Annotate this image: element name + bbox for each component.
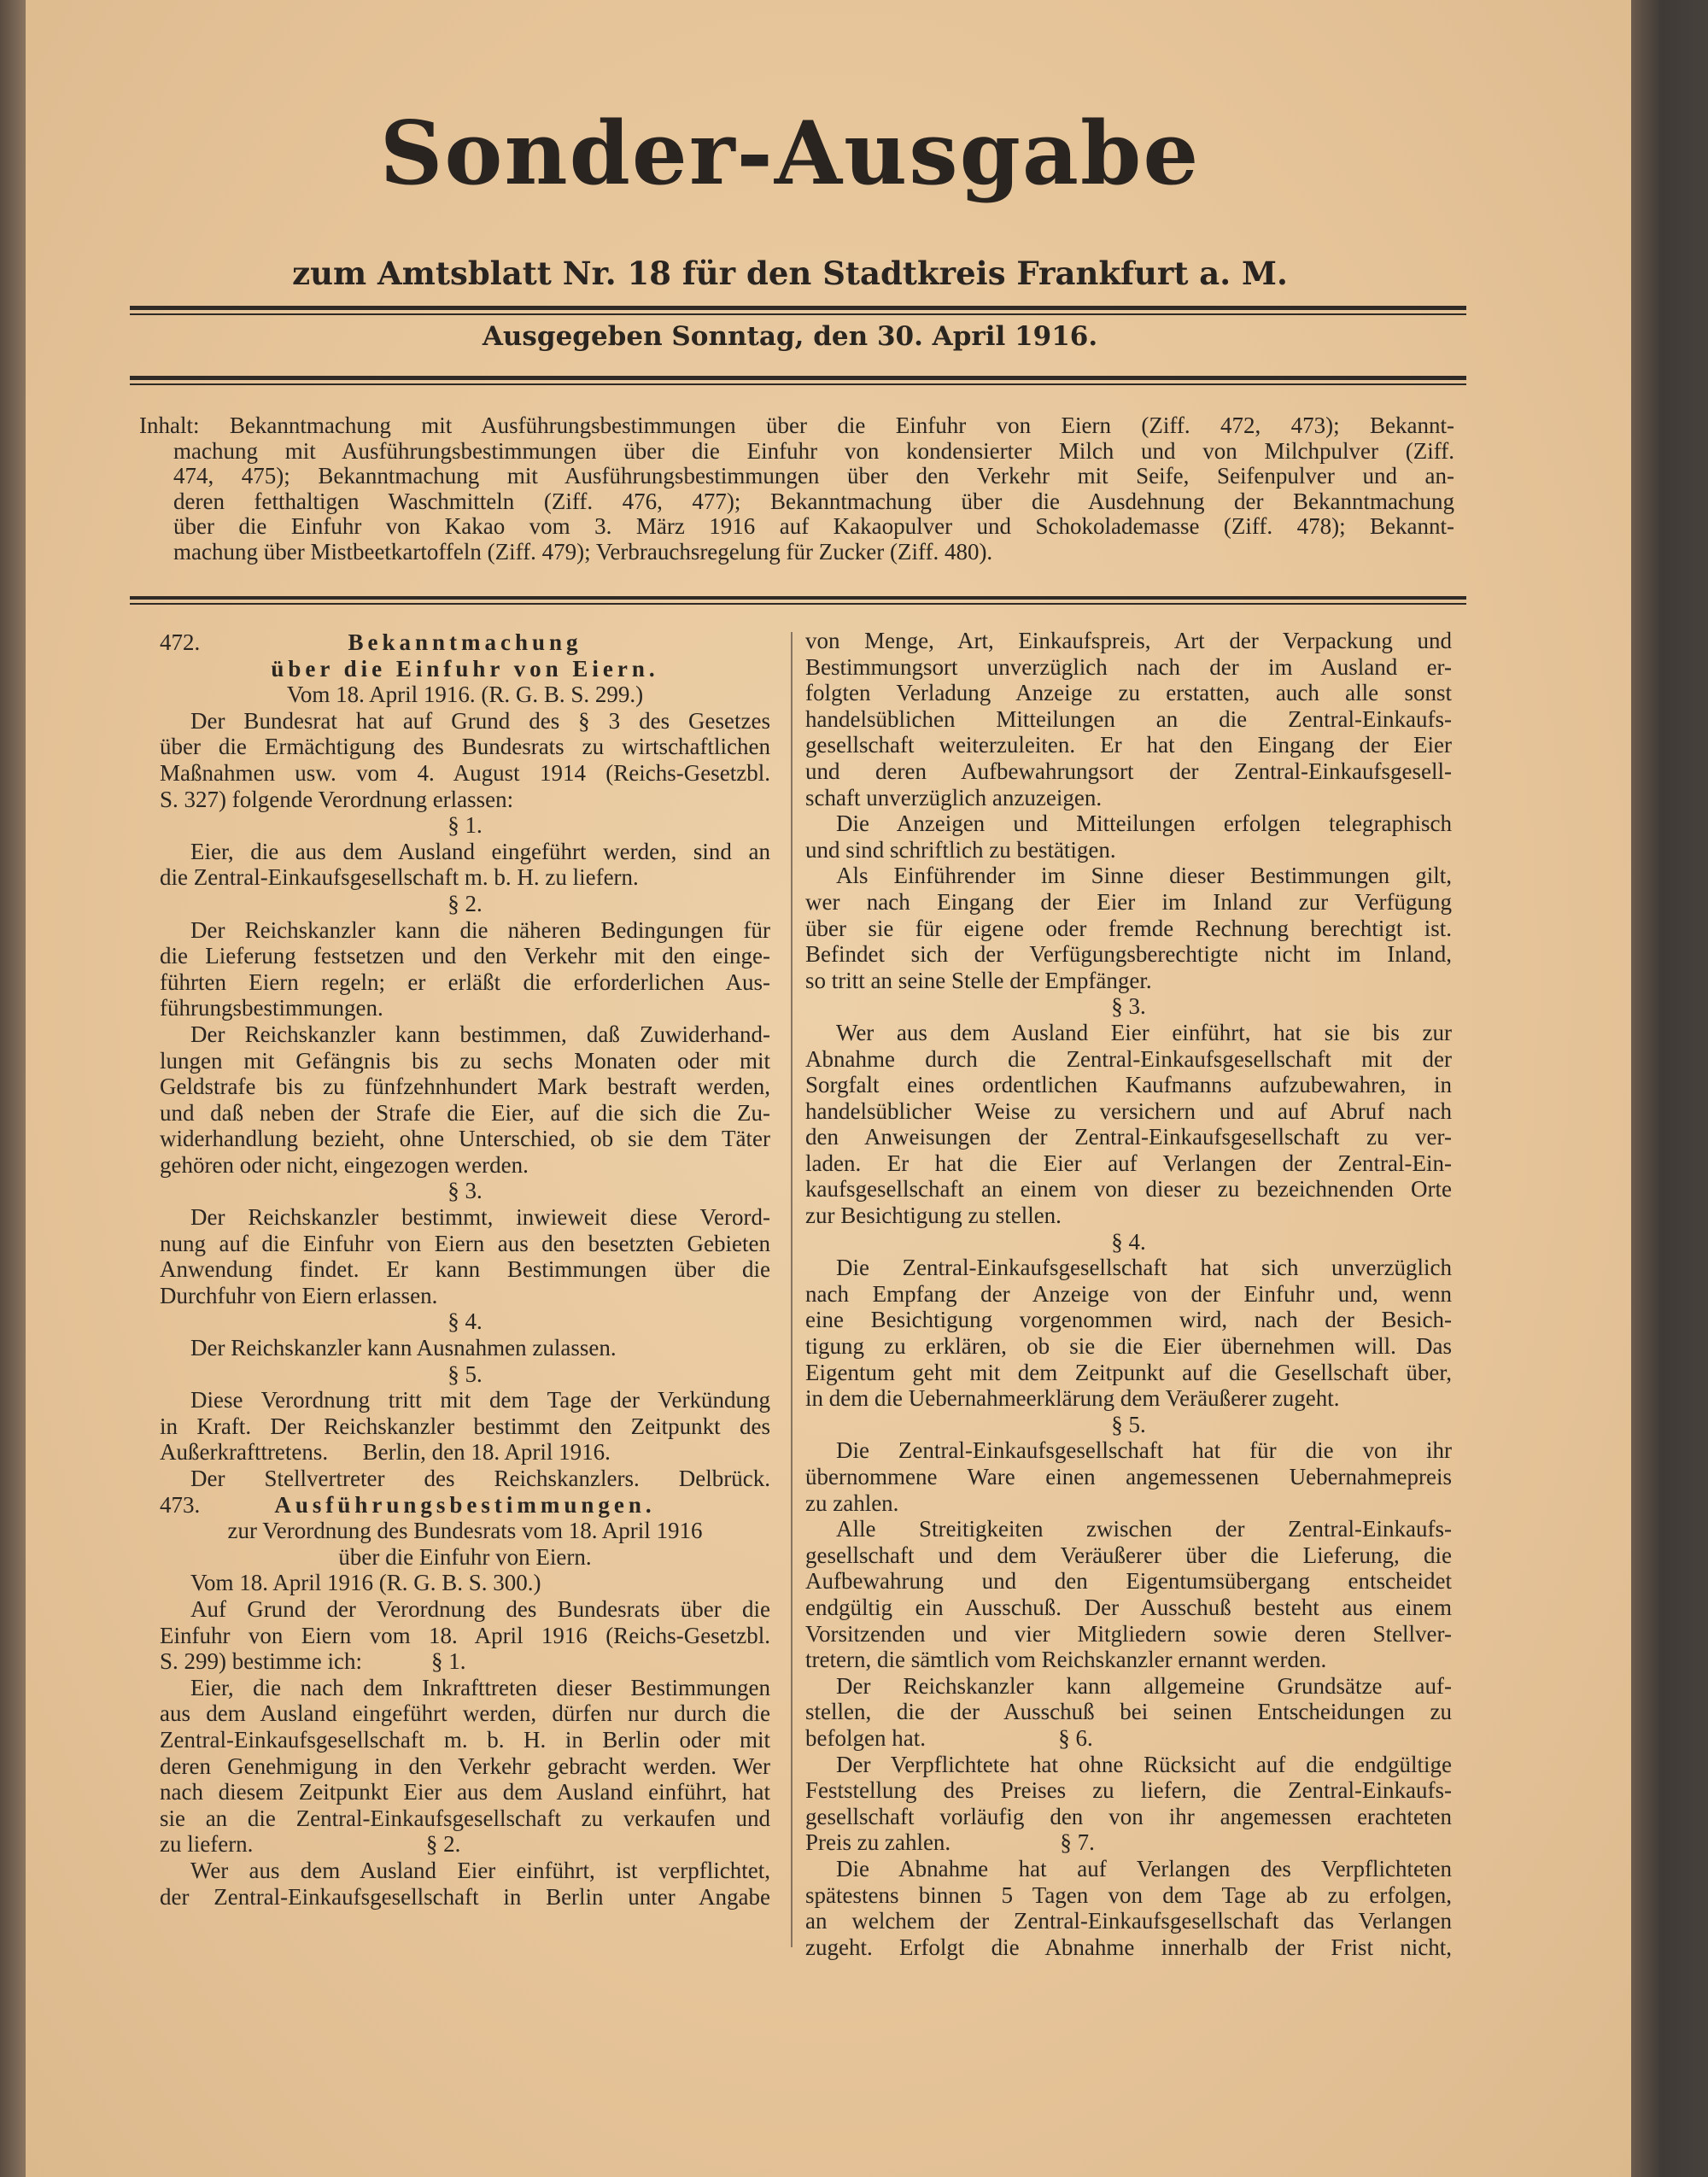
text-line <box>805 1333 1452 1360</box>
line-text: § 3. <box>1111 993 1146 1020</box>
page-subtitle: zum Amtsblatt Nr. 18 für den Stadtkreis Frankfurt a. M. <box>292 255 1288 292</box>
line-text: Vorsitzenden und vier Mitgliedern sowie deren Stellver- <box>805 1620 1452 1647</box>
line-text: über sie für eigene oder fremde Rechnung berechtigt ist. <box>805 915 1452 941</box>
text-line <box>160 1466 770 1492</box>
text-line <box>160 943 770 969</box>
text-line <box>805 1804 1452 1830</box>
contents-line: 474, 475); Bekanntmachung mit Ausführungsbestimmungen über den Verkehr mit Seife, Seifenpulver und an- <box>173 463 1454 489</box>
line-text: § 1. <box>447 812 483 839</box>
line-text: Eigentum geht mit dem Zeitpunkt auf die Gesellschaft über, <box>805 1359 1452 1385</box>
line-text: S. 299) bestimme ich: § 1. <box>160 1648 466 1675</box>
line-text: Eier, die aus dem Ausland eingeführt werden, sind an <box>190 838 770 864</box>
line-text: eine Besichtigung vorgenommen wird, nach der Besich- <box>805 1307 1452 1333</box>
line-text: befolgen hat. § 6. <box>805 1724 1093 1751</box>
line-text: über die Einfuhr von Eiern. <box>271 655 659 682</box>
line-text: gesellschaft vorläufig den von ihr angemessen erachteten <box>805 1803 1452 1829</box>
text-line <box>160 1675 770 1701</box>
text-line <box>160 1204 770 1231</box>
text-line <box>805 1647 1452 1673</box>
line-text: Bestimmungsort unverzüglich nach der im Ausland er- <box>805 653 1452 680</box>
text-line <box>805 863 1452 889</box>
line-text: Wer aus dem Ausland Eier einführt, ist verpflichtet, <box>190 1857 770 1883</box>
text-line <box>805 1542 1452 1569</box>
text-line <box>160 1335 770 1361</box>
item-number: 472. <box>160 629 201 655</box>
line-text: Der Reichskanzler kann allgemeine Grundsätze auf- <box>836 1672 1452 1699</box>
paragraph-marker <box>160 891 770 917</box>
text-line <box>805 1385 1452 1412</box>
text-line <box>160 995 770 1021</box>
line-text: gesellschaft weiterzuleiten. Er hat den Eingang der Eier <box>805 732 1452 758</box>
document-page <box>26 0 1631 2177</box>
text-line <box>160 1256 770 1283</box>
rule-thick <box>130 376 1466 380</box>
paragraph-marker <box>805 1412 1452 1438</box>
paragraph-marker <box>805 993 1452 1020</box>
line-text: wer nach Eingang der Eier im Inland zur Verfügung <box>805 888 1452 915</box>
text-line <box>805 758 1452 785</box>
text-line <box>160 1700 770 1727</box>
line-text: Geldstrafe bis zu fünfzehnhundert Mark bestraft werden, <box>160 1074 770 1100</box>
line-text: Sorgfalt eines ordentlichen Kaufmanns aufzubewahren, in <box>805 1072 1452 1098</box>
text-line <box>805 1176 1452 1203</box>
line-text: Anwendung findet. Er kann Bestimmungen über die <box>160 1256 770 1283</box>
text-line <box>805 1360 1452 1386</box>
line-text: Die Abnahme hat auf Verlangen des Verpflichteten <box>836 1855 1452 1881</box>
text-line <box>805 680 1452 706</box>
paragraph-marker <box>805 1229 1452 1255</box>
rule-thick <box>130 306 1466 310</box>
line-text: Der Reichskanzler bestimmt, inwieweit diese Verord- <box>190 1204 770 1231</box>
text-line <box>805 1595 1452 1621</box>
line-text: Einfuhr von Eiern vom 18. April 1916 (Reichs-Gesetzbl. <box>160 1622 770 1648</box>
contents-line: machung über Mistbeetkartoffeln (Ziff. 479); Verbrauchsregelung für Zucker (Ziff. 480). <box>173 538 993 565</box>
line-text: Zentral-Einkaufsgesellschaft m. b. H. in Berlin oder mit <box>160 1726 770 1753</box>
line-text: § 5. <box>447 1361 483 1387</box>
text-line <box>160 1152 770 1179</box>
text-line <box>805 1464 1452 1490</box>
text-line <box>805 889 1452 916</box>
text-line <box>160 1884 770 1911</box>
text-line <box>805 1882 1452 1909</box>
line-text: in Kraft. Der Reichskanzler bestimmt den Zeitpunkt des <box>160 1413 770 1439</box>
line-text: zu liefern. § 2. <box>160 1831 461 1858</box>
line-text: tretern, die sämtlich vom Reichskanzler ernannt werden. <box>805 1647 1327 1673</box>
line-text: Durchfuhr von Eiern erlassen. <box>160 1282 438 1308</box>
line-text: Maßnahmen usw. vom 4. August 1914 (Reichs-Gesetzbl. <box>160 759 770 786</box>
line-text: sie an die Zentral-Einkaufsgesellschaft zu verkaufen und <box>160 1805 770 1831</box>
text-line <box>160 1858 770 1884</box>
line-text: so tritt an seine Stelle der Empfänger. <box>805 967 1152 993</box>
text-line <box>805 1437 1452 1464</box>
line-text: stellen, die der Ausschuß bei seinen Entscheidungen zu <box>805 1699 1452 1725</box>
line-text: Als Einführender im Sinne dieser Bestimmungen gilt, <box>836 863 1452 889</box>
text-line <box>160 1727 770 1753</box>
text-line <box>160 760 770 787</box>
line-text: Alle Streitigkeiten zwischen der Zentral-Einkaufs- <box>836 1516 1452 1542</box>
right-column <box>805 628 1452 1960</box>
text-line <box>805 732 1452 758</box>
line-text: Eier, die nach dem Inkrafttreten dieser Bestimmungen <box>190 1674 770 1700</box>
text-line <box>160 1048 770 1074</box>
line-text: zur Besichtigung zu stellen. <box>805 1203 1062 1229</box>
line-text: führten Eiern regeln; er erläßt die erforderlichen Aus- <box>160 969 770 995</box>
line-text: Befindet sich der Verfügungsberechtigte nicht im Inland, <box>805 941 1452 968</box>
text-line <box>160 1439 770 1466</box>
page-title: Sonder-Ausgabe <box>379 102 1201 205</box>
line-text: Ausführungsbestimmungen. <box>274 1491 656 1518</box>
text-line <box>805 628 1452 654</box>
text-line <box>160 1021 770 1048</box>
text-line <box>805 1150 1452 1177</box>
text-line <box>160 969 770 996</box>
line-text: § 2. <box>447 890 483 916</box>
line-text: Der Reichskanzler kann bestimmen, daß Zuwiderhand- <box>190 1021 770 1047</box>
line-text: § 4. <box>1111 1228 1146 1255</box>
line-text: Die Zentral-Einkaufsgesellschaft hat für die von ihr <box>836 1437 1452 1464</box>
line-text: Vom 18. April 1916. (R. G. B. S. 299.) <box>286 682 644 708</box>
line-text: gesellschaft und dem Veräußerer über die Lieferung, die <box>805 1542 1452 1568</box>
line-text: Feststellung des Preises zu liefern, die Zentral-Einkaufs- <box>805 1777 1452 1804</box>
text-line <box>805 837 1452 863</box>
text-line <box>160 1074 770 1100</box>
text-line <box>805 1777 1452 1804</box>
text-line <box>160 864 770 891</box>
contents-line: Inhalt: Bekanntmachung mit Ausführungsbestimmungen über die Einfuhr von Eiern (Ziff. 472, 473); Bekannt- <box>139 413 1454 438</box>
line-text: Wer aus dem Ausland Eier einführt, hat sie bis zur <box>836 1019 1452 1045</box>
line-text: Abnahme durch die Zentral-Einkaufsgesellschaft mit der <box>805 1045 1452 1072</box>
rule-thin <box>130 313 1466 315</box>
text-line <box>160 1623 770 1649</box>
text-line <box>805 1621 1452 1647</box>
section-heading <box>160 1492 770 1519</box>
line-text: Der Reichskanzler kann die näheren Bedingungen für <box>190 916 770 943</box>
section-heading <box>160 629 770 656</box>
text-line <box>805 1568 1452 1595</box>
line-text: den Anweisungen der Zentral-Einkaufsgesellschaft zu ver- <box>805 1124 1452 1150</box>
line-text: kaufsgesellschaft an einem von dieser zu bezeichnenden Orte <box>805 1176 1452 1203</box>
line-text: Auf Grund der Verordnung des Bundesrats über die <box>190 1595 770 1622</box>
line-text: von Menge, Art, Einkaufspreis, Art der Verpackung und <box>805 628 1452 653</box>
text-line <box>805 941 1452 968</box>
text-line <box>160 1753 770 1780</box>
line-text: endgültig ein Ausschuß. Der Ausschuß besteht aus einem <box>805 1594 1452 1620</box>
line-text: nach Empfang der Anzeige von der Einfuhr und, wenn <box>805 1280 1452 1307</box>
text-line <box>805 1307 1452 1333</box>
text-line <box>160 1648 770 1675</box>
text-line <box>805 1124 1452 1150</box>
line-text: § 4. <box>447 1308 483 1335</box>
text-line <box>805 1908 1452 1934</box>
left-column <box>160 629 770 1910</box>
text-line <box>160 839 770 865</box>
text-line <box>160 1570 770 1596</box>
contents-line: über die Einfuhr von Kakao vom 3. März 1916 auf Kakaopulver und Schokolademasse (Ziff. 478); Bekannt- <box>173 513 1454 540</box>
line-text: Bekanntmachung <box>348 629 582 655</box>
text-line <box>805 1752 1452 1778</box>
text-line <box>805 785 1452 811</box>
line-text: gehören oder nicht, eingezogen werden. <box>160 1151 529 1178</box>
line-text: S. 327) folgende Verordnung erlassen: <box>160 786 514 812</box>
line-text: führungsbestimmungen. <box>160 995 383 1021</box>
line-text: zur Verordnung des Bundesrats vom 18. April 1916 <box>227 1518 703 1544</box>
text-line <box>805 706 1452 733</box>
paragraph-marker <box>160 1308 770 1335</box>
paragraph-marker <box>160 1518 770 1544</box>
text-line <box>160 1831 770 1858</box>
line-text: Aufbewahrung und den Eigentumsübergang entscheidet <box>805 1568 1452 1595</box>
text-line <box>805 1098 1452 1125</box>
line-text: die Zentral-Einkaufsgesellschaft m. b. H. zu liefern. <box>160 864 639 891</box>
line-text: nach diesem Zeitpunkt Eier aus dem Ausland einführt, hat <box>160 1779 770 1805</box>
line-text: schaft unverzüglich anzuzeigen. <box>805 784 1103 811</box>
text-line <box>805 1490 1452 1517</box>
text-line <box>805 1856 1452 1882</box>
text-line <box>805 811 1452 837</box>
text-line <box>805 968 1452 994</box>
rule-thin <box>130 603 1466 605</box>
line-text: Der Bundesrat hat auf Grund des § 3 des Gesetzes <box>190 707 770 734</box>
line-text: nung auf die Einfuhr von Eiern aus den besetzten Gebieten <box>160 1230 770 1256</box>
text-line <box>805 1020 1452 1046</box>
text-line <box>160 708 770 734</box>
line-text: handelsüblicher Weise zu versichern und auf Abruf nach <box>805 1097 1452 1124</box>
line-text: Außerkrafttretens. Berlin, den 18. April 1916. <box>160 1439 611 1466</box>
text-line <box>805 1046 1452 1073</box>
line-text: zugeht. Erfolgt die Abnahme innerhalb der Frist nicht, <box>805 1934 1452 1960</box>
line-text: laden. Er hat die Eier auf Verlangen der Zentral-Ein- <box>805 1150 1452 1176</box>
line-text: lungen mit Gefängnis bis zu sechs Monaten oder mit <box>160 1047 770 1074</box>
text-line <box>160 1231 770 1257</box>
book-binding-edge <box>1631 0 1708 2177</box>
contents-line: deren fetthaltigen Waschmitteln (Ziff. 476, 477); Bekanntmachung über die Ausdehnung der Bekanntmachung <box>173 488 1454 514</box>
line-text: Preis zu zahlen. § 7. <box>805 1829 1095 1856</box>
paragraph-marker <box>160 1361 770 1388</box>
line-text: Der Reichskanzler kann Ausnahmen zulassen. <box>190 1335 617 1361</box>
paragraph-marker <box>160 1178 770 1204</box>
line-text: spätestens binnen 5 Tagen von dem Tage ab zu erfolgen, <box>805 1881 1452 1908</box>
line-text: Diese Verordnung tritt mit dem Tage der Verkündung <box>190 1387 770 1413</box>
line-text: Der Verpflichtete hat ohne Rücksicht auf die endgültige <box>836 1751 1452 1777</box>
line-text: die Lieferung festsetzen und den Verkehr mit den einge- <box>160 943 770 969</box>
line-text: widerhandlung bezieht, ohne Unterschied, ob sie dem Täter <box>160 1126 770 1152</box>
text-line <box>805 1699 1452 1725</box>
issue-date-line: Ausgegeben Sonntag, den 30. April 1916. <box>482 321 1098 352</box>
item-number: 473. <box>160 1491 201 1518</box>
line-text: handelsüblichen Mitteilungen an die Zentral-Einkaufs- <box>805 705 1452 732</box>
text-line <box>805 1255 1452 1281</box>
line-text: über die Ermächtigung des Bundesrats zu wirtschaftlichen <box>160 734 770 760</box>
adjacent-page-edge <box>0 0 26 2177</box>
line-text: Die Anzeigen und Mitteilungen erfolgen telegraphisch <box>836 811 1452 837</box>
text-line <box>160 1413 770 1440</box>
line-text: übernommene Ware einen angemessenen Uebernahmepreis <box>805 1464 1452 1489</box>
text-line <box>805 1281 1452 1308</box>
text-line <box>805 1516 1452 1542</box>
rule-thick <box>130 596 1466 600</box>
text-line <box>160 1596 770 1623</box>
text-line <box>160 1283 770 1309</box>
text-line <box>805 1934 1452 1961</box>
line-text: der Zentral-Einkaufsgesellschaft in Berlin unter Angabe <box>160 1883 770 1910</box>
text-line <box>160 917 770 944</box>
line-text: § 5. <box>1111 1411 1146 1437</box>
contents-summary <box>139 413 1454 565</box>
paragraph-marker <box>160 812 770 839</box>
text-line <box>160 1126 770 1152</box>
text-line <box>160 1805 770 1832</box>
text-line <box>805 1673 1452 1700</box>
line-text: und daß neben der Strafe die Eier, auf die sich die Zu- <box>160 1099 770 1126</box>
line-text: aus dem Ausland eingeführt werden, dürfen nur durch die <box>160 1700 770 1727</box>
text-line <box>160 1100 770 1127</box>
line-text: Vom 18. April 1916 (R. G. B. S. 300.) <box>190 1570 541 1596</box>
text-line <box>805 1072 1452 1098</box>
column-divider <box>791 632 793 1947</box>
section-heading <box>160 656 770 682</box>
line-text: in dem die Uebernahmeerklärung dem Veräußerer zugeht. <box>805 1385 1340 1412</box>
text-line <box>805 1725 1452 1752</box>
line-text: tigung zu erklären, ob sie die Eier übernehmen will. Das <box>805 1333 1452 1360</box>
text-line <box>160 1387 770 1413</box>
line-text: § 3. <box>447 1178 483 1204</box>
line-text: und deren Aufbewahrungsort der Zentral-Einkaufsgesell- <box>805 758 1452 784</box>
line-text: folgten Verladung Anzeige zu erstatten, auch alle sonst <box>805 680 1452 706</box>
line-text: Der Stellvertreter des Reichskanzlers. Delbrück. <box>190 1466 770 1491</box>
line-text: an welchem der Zentral-Einkaufsgesellschaft das Verlangen <box>805 1908 1452 1934</box>
rule-thin <box>130 383 1466 385</box>
text-line <box>805 1829 1452 1856</box>
text-line <box>805 916 1452 942</box>
text-line <box>805 1203 1452 1229</box>
line-text: zu zahlen. <box>805 1489 899 1516</box>
contents-line: machung mit Ausführungsbestimmungen über die Einfuhr von kondensierter Milch und von Milchpulver (Ziff. <box>173 437 1454 464</box>
paragraph-marker <box>160 1544 770 1571</box>
line-text: deren Genehmigung in den Verkehr gebracht werden. Wer <box>160 1753 770 1779</box>
text-line <box>160 1779 770 1805</box>
text-line <box>160 787 770 813</box>
paragraph-marker <box>160 682 770 708</box>
line-text: über die Einfuhr von Eiern. <box>338 1543 592 1570</box>
text-line <box>160 734 770 760</box>
text-line <box>805 654 1452 681</box>
line-text: Die Zentral-Einkaufsgesellschaft hat sich unverzüglich <box>836 1255 1452 1281</box>
line-text: und sind schriftlich zu bestätigen. <box>805 836 1116 863</box>
